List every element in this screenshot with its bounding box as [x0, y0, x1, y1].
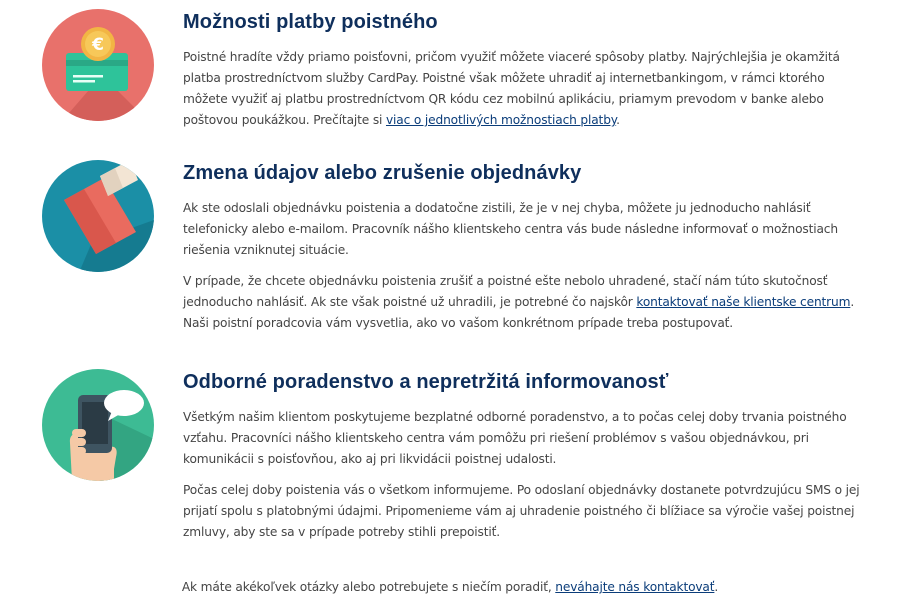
- section-title: Možnosti platby poistného: [183, 11, 438, 33]
- section-title: Zmena údajov alebo zrušenie objednávky: [183, 162, 582, 184]
- section-title: Odborné poradenstvo a nepretržitá informovanosť: [183, 371, 669, 393]
- payment-card-coin-icon: [42, 9, 154, 121]
- section-paragraph: Ak ste odoslali objednávku poistenia a dodatočne zistili, že je v nej chyba, môžete ju jednoducho nahlásiť telefonicky alebo e-mailom. Pracovník nášho klientskeho centra vás bude následne informovať o možnostiach riešenia vzniknutej situácie.: [183, 201, 838, 257]
- payment-options-link[interactable]: viac o jednotlivých možnostiach platby: [385, 113, 617, 127]
- footer-contact-line: Ak máte akékoľvek otázky alebo potrebujete s niečím poradiť, neváhajte nás kontaktovať.: [181, 580, 719, 594]
- contact-us-link[interactable]: neváhajte nás kontaktovať: [555, 580, 715, 594]
- section-paragraph: V prípade, že chcete objednávku poistenia zrušiť a poistné ešte nebolo uhradené, stačí nám túto skutočnosť jednoducho nahlásiť. Ak ste však poistné už uhradili, je potrebné čo najskôr kontaktovať naše klientske centrum. Naši poistní poradcovia vám vysvetlia, ako vo vašom konkrétnom prípade treba postupovať.: [183, 274, 855, 330]
- svg-text:€: €: [92, 35, 104, 55]
- pencil-icon: [42, 160, 154, 272]
- phone-chat-icon: [42, 369, 154, 481]
- contact-client-center-link[interactable]: kontaktovať naše klientske centrum: [636, 295, 851, 309]
- section-paragraph: Počas celej doby poistenia vás o všetkom informujeme. Po odoslaní objednávky dostanete potvrdzujúcu SMS o jej prijatí spolu s platobnými údajmi. Pripomenieme vám aj uhradenie poistného či blížiace sa výročie vašej poistnej zmluvy, aby ste sa v prípade potreby stihli prepoistiť.: [183, 483, 860, 539]
- section-paragraph: Poistné hradíte vždy priamo poisťovni, pričom využiť môžete viaceré spôsoby platby. Najrýchlejšia je okamžitá platba prostredníctvom služby CardPay. Poistné však môžete uhradiť aj internetbankingom, v rámci ktorého môžete využiť aj platbu prostredníctvom QR kódu cez mobilnú aplikáciu, priamym prevodom v banke alebo poštovou poukážkou. Prečítajte si viac o jednotlivých možnostiach platby.: [183, 50, 840, 127]
- section-paragraph: Všetkým našim klientom poskytujeme bezplatné odborné poradenstvo, a to počas celej doby trvania poistného vzťahu. Pracovníci nášho klientskeho centra vám pomôžu pri riešení problémov s vašou objednávkou, pri komunikácii s poisťovňou, ako aj pri likvidácii poistnej udalosti.: [183, 410, 847, 466]
